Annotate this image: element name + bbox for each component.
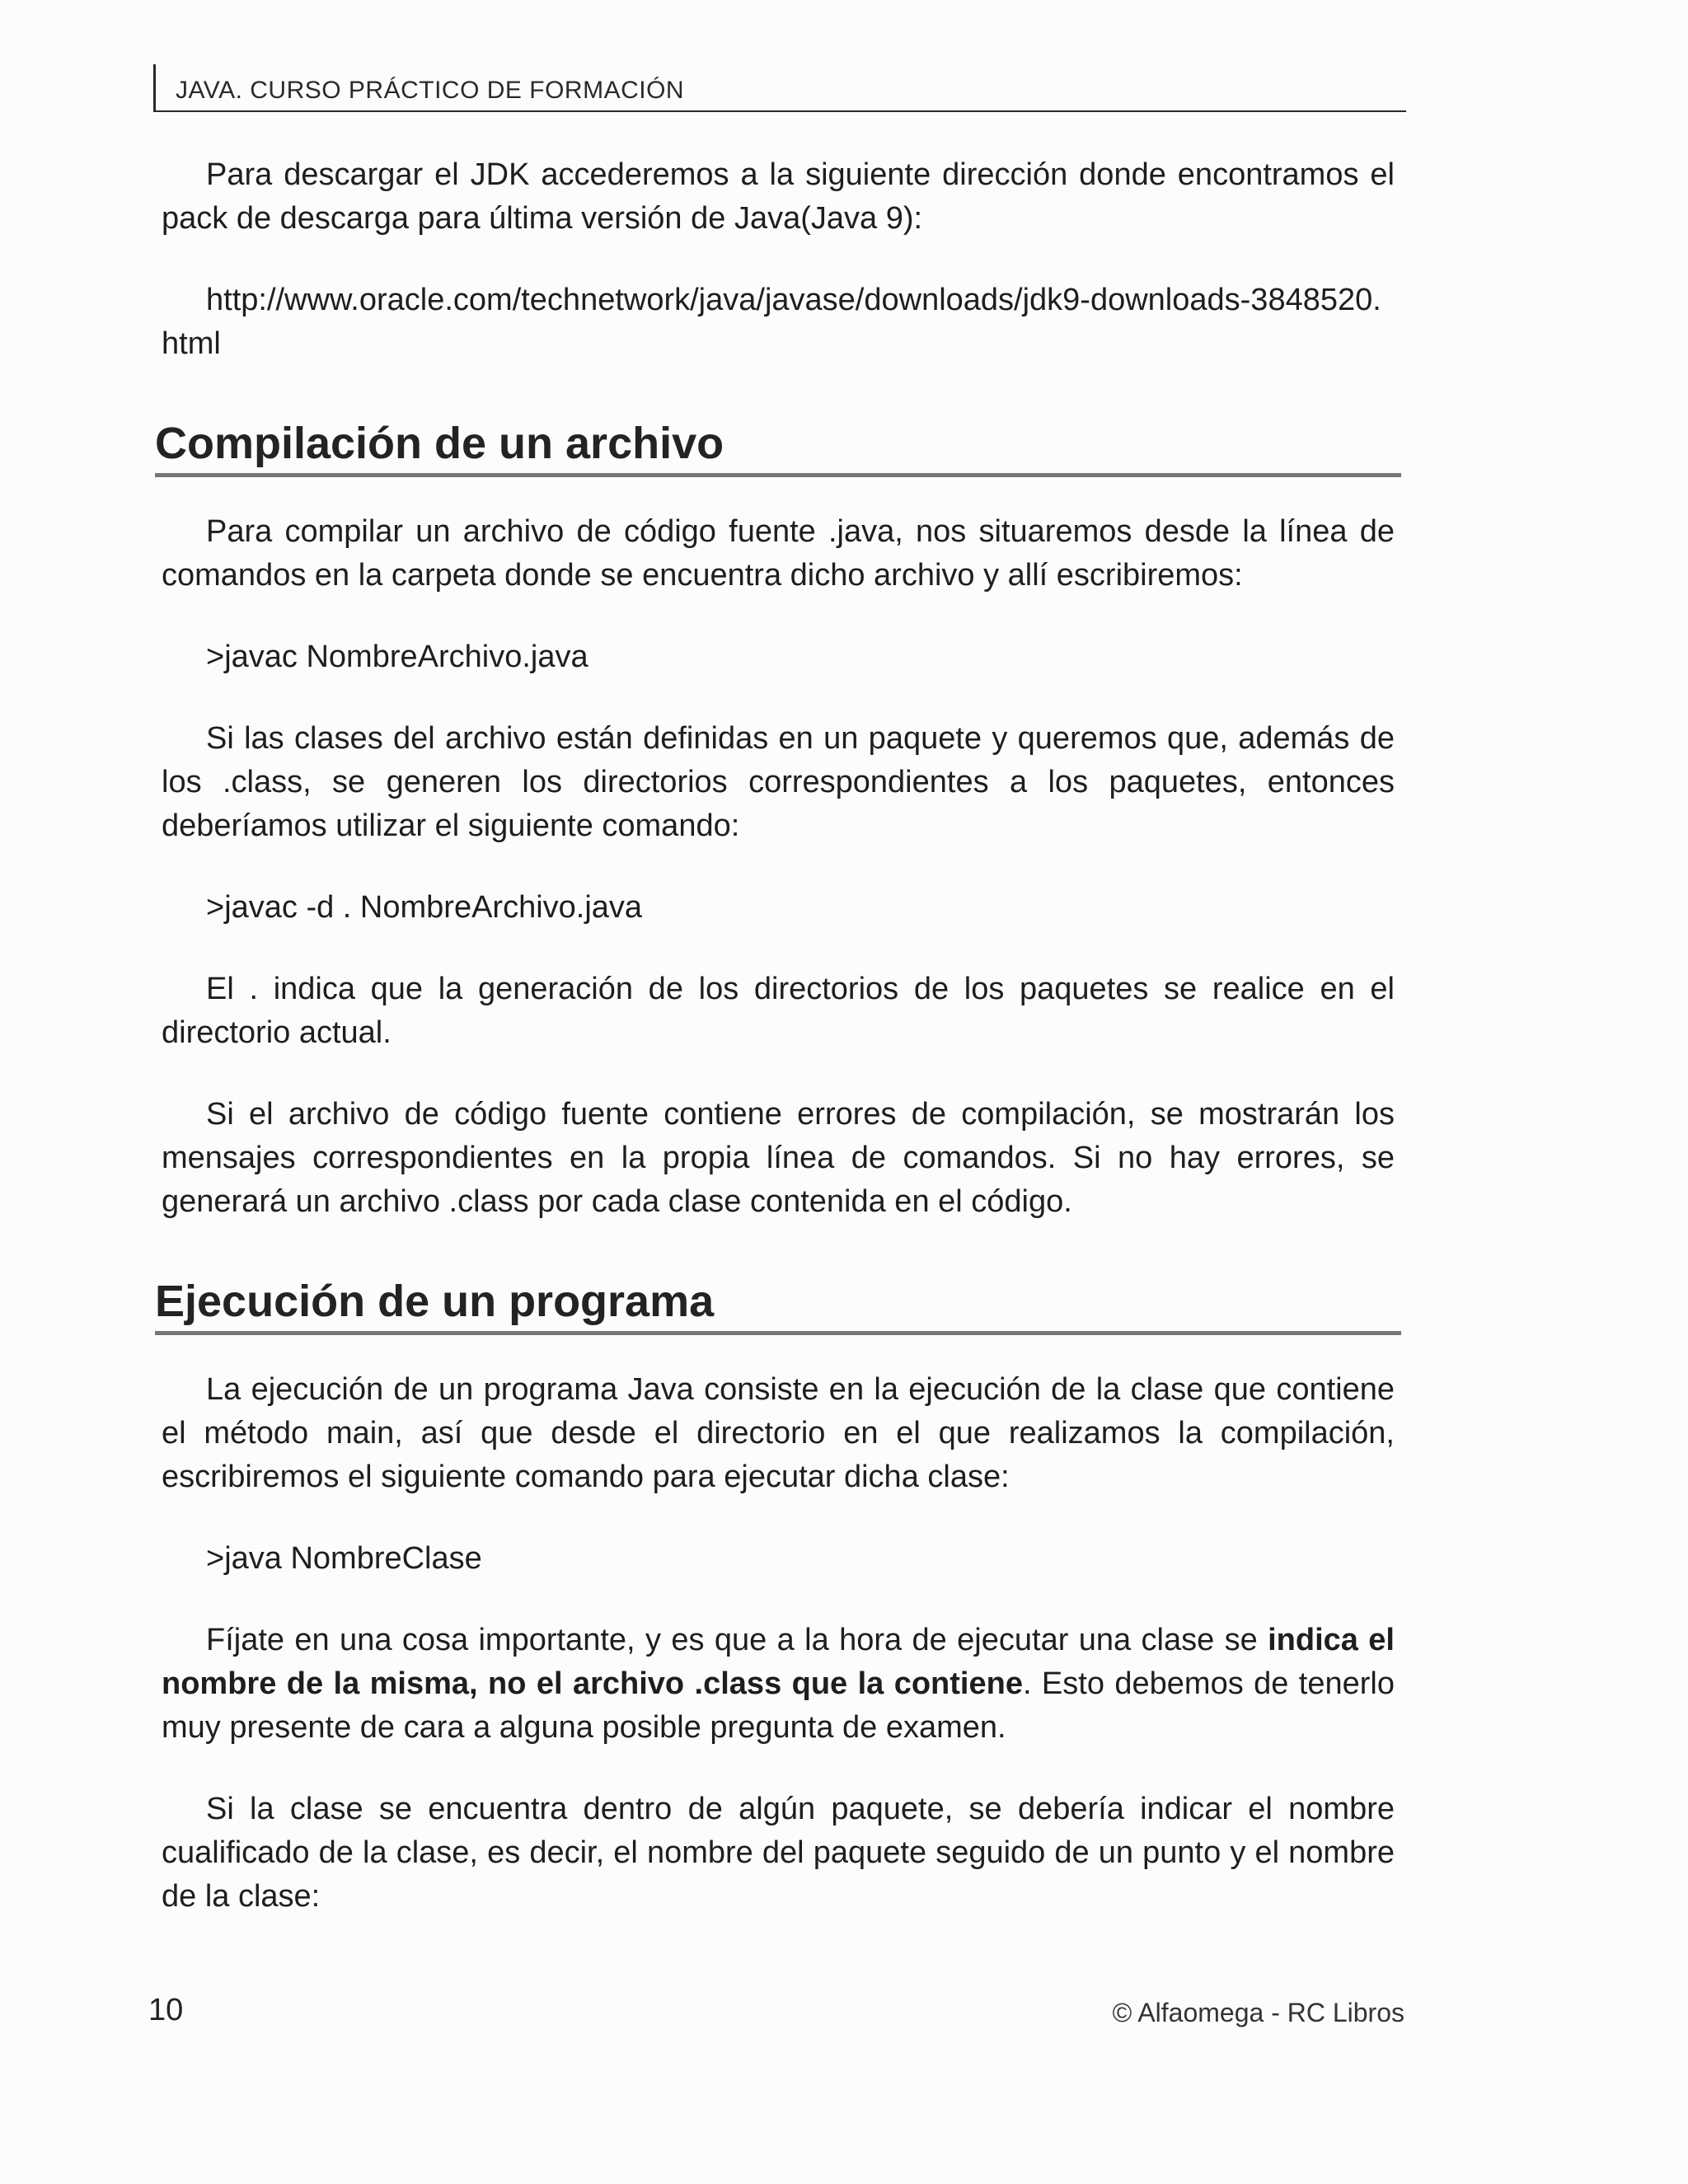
page-number: 10 [148,1993,184,2027]
ejecucion-paragraph-2 [162,1619,1395,1750]
ejecucion-paragraph-2-end: . Esto debemos de tenerlo muy presente de cara a alguna posible pregunta de examen. [162,1666,1395,1745]
ejecucion-paragraph-3: Si la clase se encuentra dentro de algún paquete, se debería indicar el nombre cualificado de la clase, es decir, el nombre del paquete seguido de un punto y el nombre de la clase: [162,1792,1395,1914]
intro-paragraph: Para descargar el JDK accederemos a la siguiente dirección donde encontramos el pack de descarga para última versión de Java(Java 9): [162,157,1395,236]
ejecucion-paragraph-2-start: Fíjate en una cosa importante, y es que a la hora de ejecutar una clase se [206,1623,1268,1657]
compilacion-paragraph-4: Si el archivo de código fuente contiene errores de compilación, se mostrarán los mensajes correspondientes en la propia línea de comandos. Si no hay errores, se generará un archivo .class por cada clase contenida en el código. [162,1097,1395,1219]
download-url: http://www.oracle.com/technetwork/java/javase/downloads/jdk9-downloads-3848520.html [162,283,1381,361]
page-content [155,153,1395,1957]
section-heading-ejecucion: Ejecución de un programa [155,1275,1401,1335]
javac-command: >javac NombreArchivo.java [206,640,588,674]
running-header-title: JAVA. CURSO PRÁCTICO DE FORMACIÓN [176,77,685,104]
ejecucion-paragraph-2-emphasis: indica el nombre de la misma, no el archivo .class que la contiene [162,1623,1395,1701]
javac-d-command: >javac -d . NombreArchivo.java [206,890,643,925]
section-heading-compilacion: Compilación de un archivo [155,417,1401,477]
java-command: >java NombreClase [206,1541,482,1576]
compilacion-paragraph-1: Para compilar un archivo de código fuente .java, nos situaremos desde la línea de comandos en la carpeta donde se encuentra dicho archivo y allí escribiremos: [162,514,1395,593]
running-header [153,64,1406,112]
compilacion-paragraph-2: Si las clases del archivo están definidas en un paquete y queremos que, además de los .class, se generen los directorios correspondientes a los paquetes, entonces deberíamos utilizar el siguiente comando: [162,721,1395,843]
copyright-notice: © Alfaomega - RC Libros [1112,1998,1404,2027]
ejecucion-paragraph-1: La ejecución de un programa Java consiste en la ejecución de la clase que contiene el método main, así que desde el directorio en el que realizamos la compilación, escribiremos el siguiente comando para ejecutar dicha clase: [162,1372,1395,1494]
compilacion-paragraph-3: El . indica que la generación de los directorios de los paquetes se realice en el directorio actual. [162,972,1395,1050]
